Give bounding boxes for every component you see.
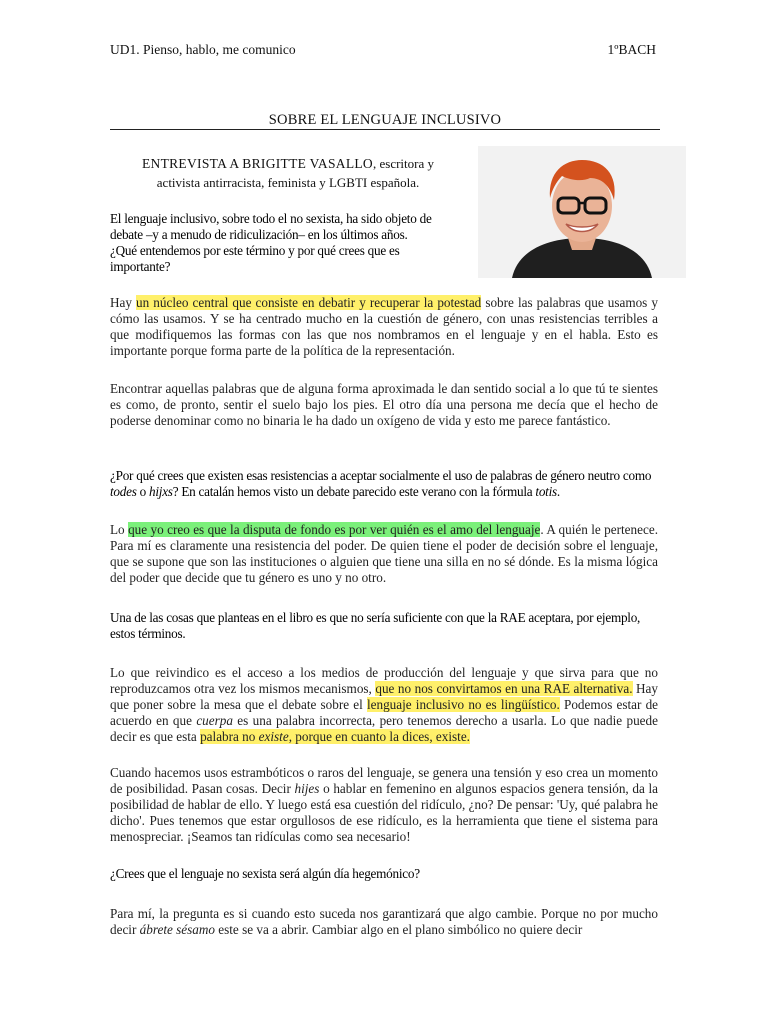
highlight: palabra no existe, porque en cuanto la dices, existe. xyxy=(200,729,470,744)
interviewee-name: ENTREVISTA A BRIGITTE VASALLO xyxy=(141,156,373,171)
header-course: 1ºBACH xyxy=(607,42,656,57)
answer-3: Lo que yo creo es que la disputa de fondo es por ver quién es el amo del lenguaje. A quién le pertenece. Para mí es claramente una resistencia del poder. De quien tiene el poder de decisión sobre el lenguaje, que se supone que son las instituciones o alguien que tiene una silla en no sé dónde. Es la misma lógica del poder que decide que tu género es uno y no otro. xyxy=(110,522,658,585)
portrait-photo xyxy=(478,146,686,278)
highlight: lenguaje inclusivo no es lingüístico. xyxy=(366,697,560,712)
intro-desc-1: , escritora y xyxy=(373,156,435,171)
answer-6: Para mí, la pregunta es si cuando esto suceda nos garantizará que algo cambie. Porque no por mucho decir ábrete sésamo este se va a abrir. Cambiar algo en el plano simbólico no quiere decir xyxy=(110,906,658,937)
header-unit: UD1. Pienso, hablo, me comunico xyxy=(110,42,296,57)
page-title: SOBRE EL LENGUAJE INCLUSIVO xyxy=(268,112,502,128)
answer-2: Encontrar aquellas palabras que de alguna forma aproximada le dan sentido social a lo que tú te sientes es como, de pronto, sentir el suelo bajo los pies. El otro día una persona me decía que el hecho de poderse denominar como no binaria le ha dado un oxígeno de vida y esto me parece fantástico. xyxy=(110,381,658,428)
intro-desc-2: activista antirracista, feminista y LGBTI española. xyxy=(156,175,420,190)
portrait-illustration xyxy=(478,146,686,278)
highlight: un núcleo central que consiste en debatir y recuperar la potestad xyxy=(136,295,482,310)
answer-5: Cuando hacemos usos estrambóticos o raros del lenguaje, se genera una tensión y eso crea un momento de posibilidad. Pasan cosas. Decir hijes o hablar en femenino en algunos espacios genera tensión, da la posibilidad de hablar de ello. Y luego está esa cuestión del ridículo, ¿no? De pensar: 'Uy, qué palabra he dicho'. Pues tenemos que estar orgullosos de ese ridículo, es la herramienta que tiene el sistema para menospreciar. ¡Seamos tan ridículas como sea necesario! xyxy=(110,765,659,844)
question-1-line-1: El lenguaje inclusivo, sobre todo el no sexista, ha sido objeto de xyxy=(110,211,432,226)
interview-intro xyxy=(112,154,464,192)
question-2: ¿Por qué crees que existen esas resistencias a aceptar socialmente el uso de palabras de género neutro como todes o hijxs? En catalán hemos visto un debate parecido este verano con la fórmula totis. xyxy=(110,468,652,499)
answer-1: Hay un núcleo central que consiste en debatir y recuperar la potestad sobre las palabras que usamos y cómo las usamos. Y se ha centrado mucho en la cuestión de género, con unas resistencias terribles a que modifiquemos las formas con las que nos nombramos en el lenguaje y en el habla. Esto es importante porque forma parte de la política de la representación. xyxy=(110,295,658,358)
answer-4: Lo que reivindico es el acceso a los medios de producción del lenguaje y que sirva para que no reproduzcamos otra vez los mismos mecanismos, que no nos convirtamos en una RAE alternativa. Hay que poner sobre la mesa que el debate sobre el lenguaje inclusivo no es lingüístico. Podemos estar de acuerdo en que cuerpa es una palabra incorrecta, pero tenemos derecho a usarla. Lo que nadie puede decir es que esta palabra no existe, porque en cuanto la dices, existe. xyxy=(110,665,659,744)
question-1-line-2: debate –y a menudo de ridiculización– en los últimos años. xyxy=(110,227,408,242)
question-1 xyxy=(110,211,468,275)
question-3: Una de las cosas que planteas en el libro es que no sería suficiente con que la RAE aceptara, por ejemplo, estos términos. xyxy=(110,610,641,641)
question-4: ¿Crees que el lenguaje no sexista será algún día hegemónico? xyxy=(110,866,420,881)
title-rule xyxy=(110,129,660,130)
highlight: que no nos convirtamos en una RAE alternativa. xyxy=(375,681,633,696)
highlight-green: que yo creo es que la disputa de fondo es por ver quién es el amo del lenguaje xyxy=(128,522,541,537)
question-1-line-4: importante? xyxy=(110,259,171,274)
question-1-line-3: ¿Qué entendemos por este término y por qué crees que es xyxy=(110,243,400,258)
